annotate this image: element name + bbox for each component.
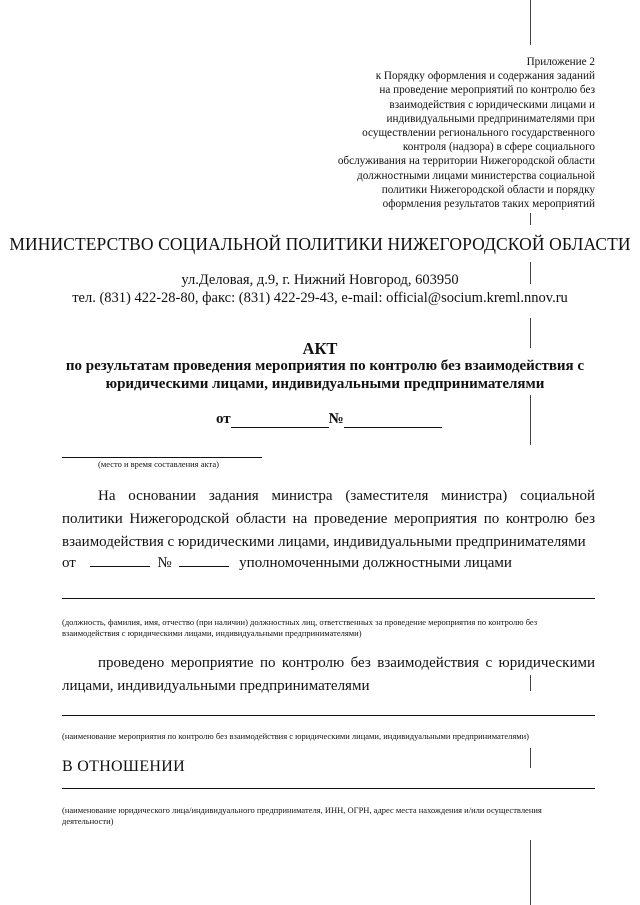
- basis-date-blank[interactable]: [90, 554, 150, 567]
- entity-line[interactable]: [62, 788, 595, 789]
- ministry-contacts: тел. (831) 422-28-80, факс: (831) 422-29-43, e-mail: official@socium.kreml.nnov.ru: [72, 290, 568, 306]
- act-title: АКТ: [302, 339, 338, 358]
- appendix-line: индивидуальными предпринимателями при: [386, 112, 595, 125]
- scan-mark: [530, 213, 531, 225]
- ministry-address: ул.Деловая, д.9, г. Нижний Новгород, 603950: [181, 272, 459, 288]
- officials-line[interactable]: [62, 598, 595, 599]
- scan-mark: [530, 262, 531, 284]
- from-label: от: [216, 411, 231, 427]
- scan-mark: [530, 395, 531, 445]
- act-subtitle: по результатам проведения мероприятия по контролю без взаимодействия с юридическими лицами, индивидуальными предпринимателями: [65, 358, 585, 392]
- scan-mark: [530, 840, 531, 905]
- act-date-number-line: [216, 411, 442, 428]
- basis-number-label: №: [157, 555, 172, 571]
- appendix-line: Приложение 2: [526, 56, 595, 68]
- basis-number-blank[interactable]: [179, 554, 229, 567]
- relation-label: В ОТНОШЕНИИ: [62, 758, 185, 775]
- scan-mark: [530, 318, 531, 348]
- ministry-name: МИНИСТЕРСТВО СОЦИАЛЬНОЙ ПОЛИТИКИ НИЖЕГОРОДСКОЙ ОБЛАСТИ: [9, 234, 631, 254]
- number-blank[interactable]: [344, 413, 442, 428]
- event-caption: (наименование мероприятия по контролю без взаимодействия с юридическими лицами, индивидуальными предпринимателями): [62, 731, 529, 741]
- appendix-line: оформления результатов таких мероприятий: [382, 198, 595, 211]
- scan-mark: [530, 0, 531, 45]
- entity-caption: (наименование юридического лица/индивидуального предпринимателя, ИНН, ОГРН, адрес места нахождения и/или осуществления деятельности): [62, 805, 542, 826]
- place-time-caption: (место и время составления акта): [98, 459, 219, 469]
- basis-paragraph: На основании задания министра (заместителя министра) социальной политики Нижегородской области на проведение мероприятия по контролю без взаимодействия с юридическими лицами, индивидуальными предпринимателями: [62, 488, 595, 550]
- number-label: №: [328, 411, 344, 427]
- appendix-line: к Порядку оформления и содержания заданий: [375, 70, 595, 83]
- appendix-note: [295, 55, 595, 211]
- basis-tail: уполномоченными должностными лицами: [239, 555, 512, 571]
- event-paragraph: проведено мероприятие по контролю без взаимодействия с юридическими лицами, индивидуальными предпринимателями: [62, 655, 595, 694]
- appendix-line: должностными лицами министерства социальной: [357, 169, 595, 182]
- event-line[interactable]: [62, 715, 595, 716]
- appendix-line: осуществлении регионального государственного: [362, 127, 595, 140]
- scan-mark: [530, 748, 531, 768]
- appendix-line: контроля (надзора) в сфере социального: [402, 141, 595, 154]
- appendix-line: взаимодействия с юридическими лицами и: [389, 98, 595, 111]
- basis-paragraph-last-line: [62, 554, 595, 572]
- appendix-line: обслуживания на территории Нижегородской области: [337, 155, 595, 168]
- place-time-line[interactable]: [62, 457, 262, 458]
- date-blank[interactable]: [231, 413, 329, 428]
- officials-caption: (должность, фамилия, имя, отчество (при наличии) должностных лиц, ответственных за проведение мероприятия по контролю без взаимодействия с юридическими лицами, индивидуальными предпринимателями): [62, 617, 538, 638]
- basis-from-label: от: [62, 555, 76, 571]
- appendix-line: политики Нижегородской области и порядку: [381, 183, 595, 196]
- appendix-line: на проведение мероприятий по контролю без: [379, 84, 595, 97]
- scan-mark: [530, 675, 531, 691]
